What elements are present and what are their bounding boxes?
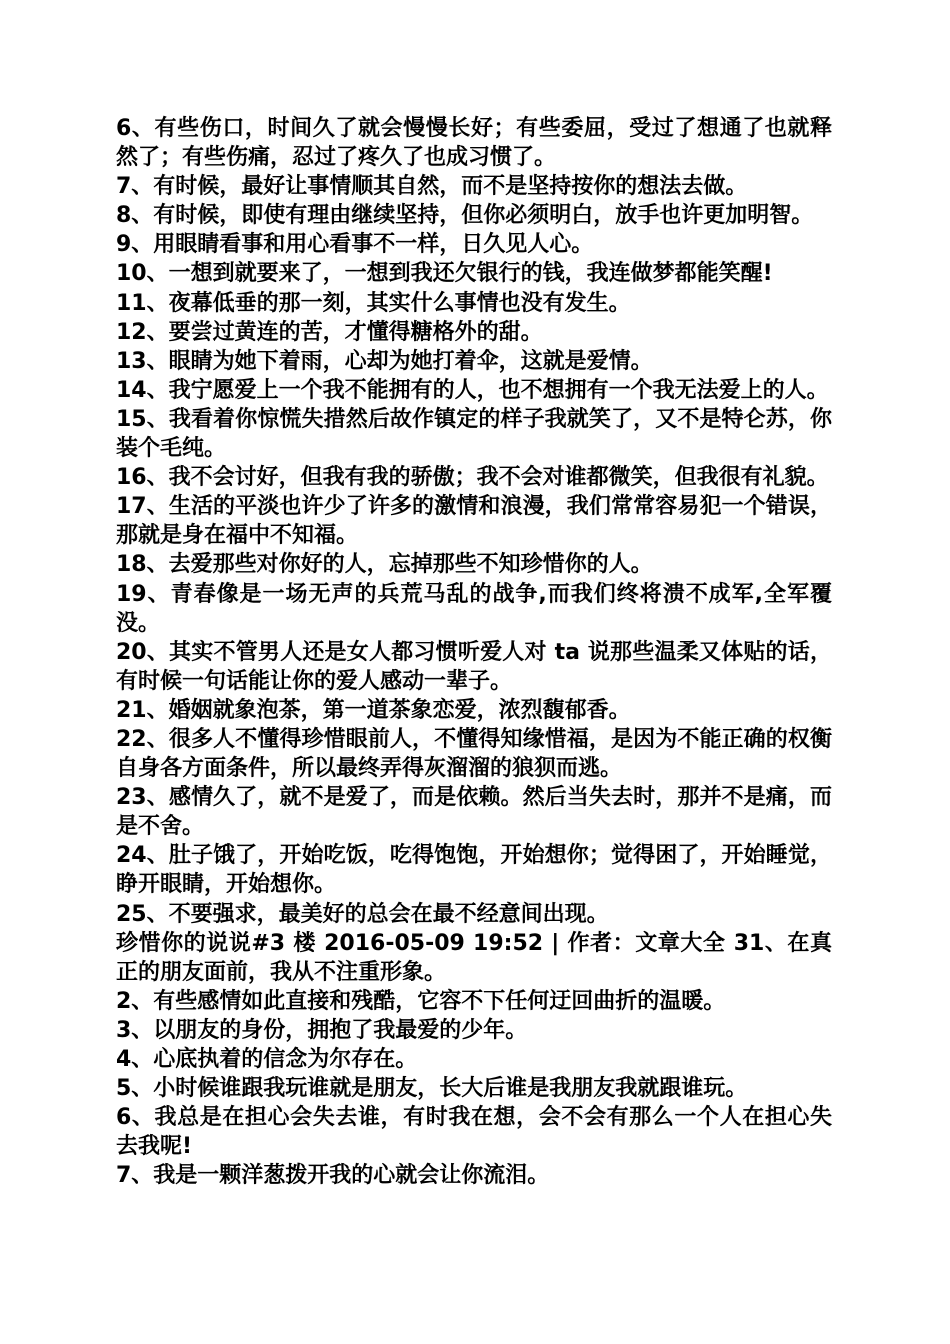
paragraph-8: 13、眼睛为她下着雨，心却为她打着伞，这就是爱情。: [116, 348, 653, 374]
paragraph-12: 17、生活的平淡也许少了许多的激情和浪漫，我们常常容易犯一个错误，那就是身在福中不知福。: [116, 494, 832, 549]
paragraph-4: 9、用眼睛看事和用心看事不一样，日久见人心。: [116, 232, 594, 258]
paragraph-3: 8、有时候，即使有理由继续坚持，但你必须明白，放手也许更加明智。: [116, 203, 814, 229]
paragraph-16: 21、婚姻就象泡茶，第一道茶象恋爱，浓烈馥郁香。: [116, 697, 631, 723]
paragraph-21: 珍惜你的说说#3 楼 2016-05-09 19:52 | 作者：文章大全 31、在真正的朋友面前，我从不注重形象。: [116, 930, 832, 985]
paragraph-18: 23、感情久了，就不是爱了，而是依赖。然后当失去时，那并不是痛，而是不舍。: [116, 785, 832, 840]
paragraph-5: 10、一想到就要来了，一想到我还欠银行的钱，我连做梦都能笑醒!: [116, 261, 773, 287]
paragraph-1: 6、有些伤口，时间久了就会慢慢长好；有些委屈，受过了想通了也就释然了；有些伤痛，忍过了疼久了也成习惯了。: [116, 116, 832, 171]
paragraph-24: 4、心底执着的信念为尔存在。: [116, 1047, 418, 1072]
paragraph-26: 6、我总是在担心会失去谁，有时我在想，会不会有那么一个人在担心失去我呢!: [116, 1105, 832, 1160]
paragraph-17: 22、很多人不懂得珍惜眼前人，不懂得知缘惜福，是因为不能正确的权衡自身各方面条件，所以最终弄得灰溜溜的狼狈而逃。: [116, 726, 832, 782]
paragraph-13: 18、去爱那些对你好的人，忘掉那些不知珍惜你的人。: [116, 552, 653, 578]
paragraph-6: 11、夜幕低垂的那一刻，其实什么事情也没有发生。: [116, 290, 631, 316]
paragraph-22: 2、有些感情如此直接和残酷，它容不下任何迂回曲折的温暖。: [116, 988, 726, 1014]
document-body: [116, 114, 832, 1190]
paragraph-14: 19、青春像是一场无声的兵荒马乱的战争,而我们终将溃不成军,全军覆没。: [116, 581, 832, 636]
paragraph-20: 25、不要强求，最美好的总会在最不经意间出现。: [116, 901, 609, 927]
paragraph-11: 16、我不会讨好，但我有我的骄傲；我不会对谁都微笑，但我很有礼貌。: [116, 465, 829, 491]
paragraph-25: 5、小时候谁跟我玩谁就是朋友，长大后谁是我朋友我就跟谁玩。: [116, 1076, 748, 1102]
paragraph-19: 24、肚子饿了，开始吃饭，吃得饱饱，开始想你；觉得困了，开始睡觉，睁开眼睛，开始想你。: [116, 843, 832, 898]
paragraph-27: 7、我是一颗洋葱拨开我的心就会让你流泪。: [116, 1163, 550, 1189]
paragraph-9: 14、我宁愿爱上一个我不能拥有的人，也不想拥有一个我无法爱上的人。: [116, 377, 829, 403]
paragraph-7: 12、要尝过黄连的苦，才懂得糖格外的甜。: [116, 319, 543, 345]
paragraph-10: 15、我看着你惊慌失措然后故作镇定的样子我就笑了，又不是特仑苏，你装个毛纯。: [116, 406, 832, 462]
paragraph-15: 20、其实不管男人还是女人都习惯听爱人对 ta 说那些温柔又体贴的话，有时候一句话能让你的爱人感动一辈子。: [116, 639, 832, 694]
paragraph-23: 3、以朋友的身份，拥抱了我最爱的少年。: [116, 1017, 528, 1043]
paragraph-2: 7、有时候，最好让事情顺其自然，而不是坚持按你的想法去做。: [116, 174, 748, 200]
